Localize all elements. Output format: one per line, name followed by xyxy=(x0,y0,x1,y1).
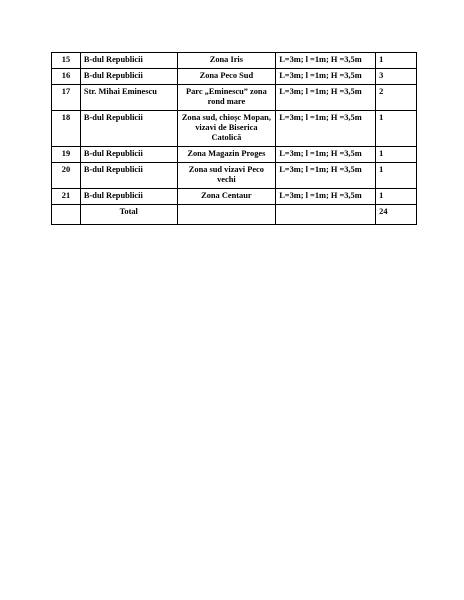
count-cell: 1 xyxy=(376,147,417,163)
dimensions-cell: L=3m; l =1m; H =3,5m xyxy=(276,69,376,85)
row-number-cell: 15 xyxy=(52,53,81,69)
zone-cell: Zona Magazin Proges xyxy=(177,147,276,163)
street-cell: B-dul Republicii xyxy=(80,69,177,85)
street-cell: B-dul Republicii xyxy=(80,163,177,189)
dimensions-cell: L=3m; l =1m; H =3,5m xyxy=(276,85,376,111)
table-row xyxy=(52,147,417,163)
count-cell: 1 xyxy=(376,189,417,205)
row-number-cell: 21 xyxy=(52,189,81,205)
row-number-cell: 16 xyxy=(52,69,81,85)
empty-cell xyxy=(177,205,276,225)
row-number-cell: 17 xyxy=(52,85,81,111)
count-cell: 1 xyxy=(376,53,417,69)
count-cell: 2 xyxy=(376,85,417,111)
table-row xyxy=(52,163,417,189)
table-row xyxy=(52,53,417,69)
street-cell: B-dul Republicii xyxy=(80,53,177,69)
locations-table xyxy=(51,52,417,225)
total-row xyxy=(52,205,417,225)
zone-cell: Zona Centaur xyxy=(177,189,276,205)
zone-cell: Zona Peco Sud xyxy=(177,69,276,85)
count-cell: 1 xyxy=(376,163,417,189)
table-row xyxy=(52,189,417,205)
table-row xyxy=(52,85,417,111)
table-row xyxy=(52,69,417,85)
row-number-cell: 19 xyxy=(52,147,81,163)
street-cell: B-dul Republicii xyxy=(80,189,177,205)
dimensions-cell: L=3m; l =1m; H =3,5m xyxy=(276,147,376,163)
zone-cell: Parc „Eminescu” zona rond mare xyxy=(177,85,276,111)
street-cell: Str. Mihai Eminescu xyxy=(80,85,177,111)
dimensions-cell: L=3m; l =1m; H =3,5m xyxy=(276,111,376,147)
row-number-cell: 20 xyxy=(52,163,81,189)
count-cell: 3 xyxy=(376,69,417,85)
zone-cell: Zona Iris xyxy=(177,53,276,69)
empty-cell xyxy=(276,205,376,225)
empty-cell xyxy=(52,205,81,225)
dimensions-cell: L=3m; l =1m; H =3,5m xyxy=(276,163,376,189)
dimensions-cell: L=3m; l =1m; H =3,5m xyxy=(276,53,376,69)
table-body xyxy=(52,53,417,225)
count-cell: 1 xyxy=(376,111,417,147)
street-cell: B-dul Republicii xyxy=(80,147,177,163)
row-number-cell: 18 xyxy=(52,111,81,147)
dimensions-cell: L=3m; l =1m; H =3,5m xyxy=(276,189,376,205)
total-value: 24 xyxy=(376,205,417,225)
zone-cell: Zona sud, chioșc Mopan, vizavi de Biserica Catolică xyxy=(177,111,276,147)
zone-cell: Zona sud vizavi Peco vechi xyxy=(177,163,276,189)
street-cell: B-dul Republicii xyxy=(80,111,177,147)
total-label: Total xyxy=(80,205,177,225)
table-row xyxy=(52,111,417,147)
